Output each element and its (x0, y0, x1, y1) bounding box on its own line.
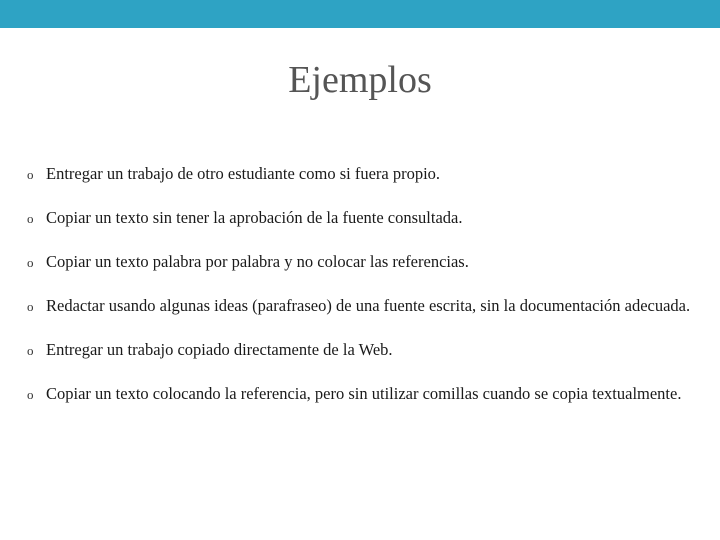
bullet-text: Copiar un texto sin tener la aprobación de la fuente consultada. (46, 208, 463, 227)
slide-title: Ejemplos (288, 59, 432, 101)
bullet-item (27, 196, 707, 240)
bullet-marker: o (27, 343, 34, 358)
bullet-marker: o (27, 299, 34, 314)
bullet-item (27, 372, 707, 416)
bullet-marker: o (27, 211, 34, 226)
bullet-item (27, 240, 707, 284)
bullet-text: Copiar un texto colocando la referencia, pero sin utilizar comillas cuando se copia textualmente. (46, 384, 682, 403)
bullet-text: Redactar usando algunas ideas (parafraseo) de una fuente escrita, sin la documentación adecuada. (46, 296, 691, 315)
bullet-item (27, 152, 707, 196)
bullet-text: Entregar un trabajo de otro estudiante como si fuera propio. (46, 164, 441, 183)
top-accent-bar (0, 0, 720, 28)
bullet-marker: o (27, 167, 34, 182)
bullet-marker: o (27, 255, 34, 270)
bullet-text: Entregar un trabajo copiado directamente de la Web. (46, 340, 393, 359)
bullet-marker: o (27, 387, 34, 402)
bullet-item (27, 328, 707, 372)
bullet-list (27, 152, 707, 416)
bullet-item (27, 284, 707, 328)
bullet-text: Copiar un texto palabra por palabra y no colocar las referencias. (46, 252, 469, 271)
